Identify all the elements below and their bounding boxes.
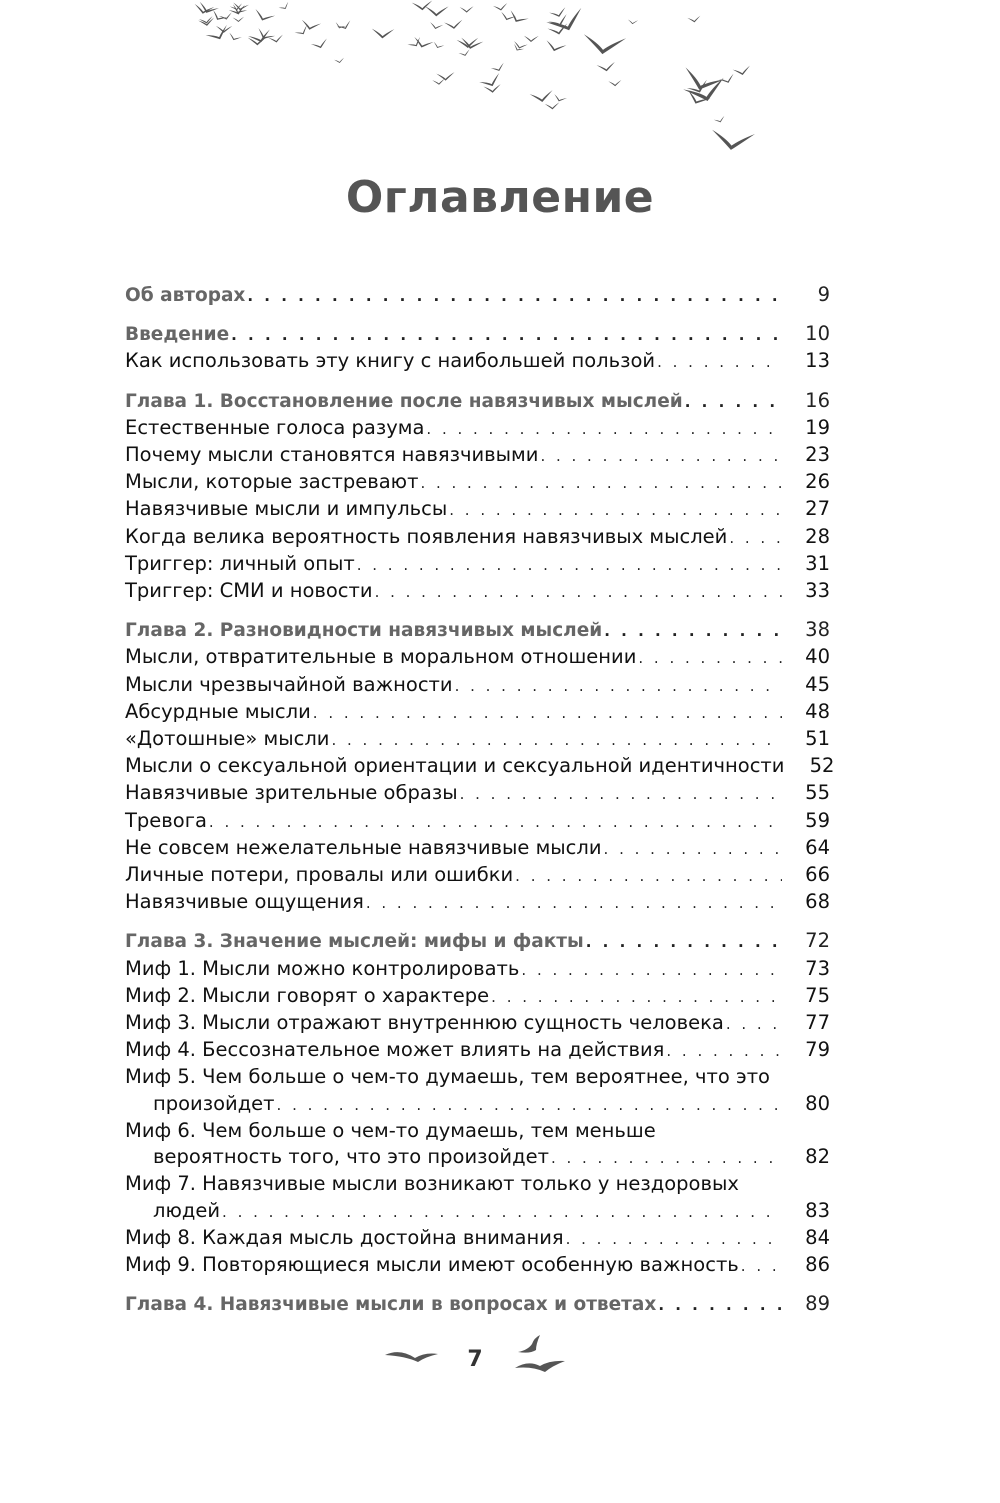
toc-entry-label: произойдет [153, 1091, 275, 1115]
toc-heading-entry [125, 388, 830, 415]
toc-entry-label: Миф 9. Повторяющиеся мысли имеют особенную важность [125, 1252, 739, 1276]
footer-birds-illustration [0, 1330, 1000, 1390]
bird-icon [444, 20, 463, 30]
dot-leader [604, 618, 782, 644]
dot-leader [209, 809, 782, 835]
toc-page-number: 45 [805, 672, 830, 696]
toc-section [125, 617, 835, 916]
toc-entry [125, 956, 830, 983]
toc-entry [125, 524, 830, 551]
toc-entry [125, 808, 830, 835]
bird-icon [337, 20, 353, 31]
bird-icon [518, 1335, 540, 1353]
bird-icon [334, 58, 345, 64]
toc-entry [125, 889, 830, 916]
toc-entry-label: Триггер: СМИ и новости [125, 579, 373, 603]
bird-icon [210, 9, 228, 24]
toc-entry-label: «Дотошные» мысли [125, 727, 330, 751]
bird-icon [479, 73, 503, 90]
toc-page-number: 27 [805, 497, 830, 521]
toc-entry [125, 415, 830, 442]
toc-entry [125, 1010, 830, 1037]
toc-page-number: 59 [805, 808, 830, 832]
bird-icon [529, 90, 553, 103]
toc-page-number: 48 [805, 699, 830, 723]
toc-entry [125, 348, 830, 375]
toc-page-number: 51 [805, 727, 830, 751]
dot-leader [313, 700, 782, 726]
dot-leader [586, 929, 782, 955]
bird-icon [371, 28, 394, 40]
toc-section [125, 321, 830, 375]
toc-entry-label: Абсурдные мысли [125, 699, 311, 723]
toc-heading-entry [125, 1291, 830, 1318]
toc-entry-label-line: Миф 5. Чем больше о чем-то думаешь, тем вероятнее, что это [125, 1065, 770, 1089]
bird-icon [608, 80, 621, 87]
toc-section [125, 388, 830, 606]
toc-page-number: 75 [805, 983, 830, 1007]
bird-icon [627, 19, 638, 25]
bird-icon [545, 102, 560, 109]
dot-leader [521, 957, 782, 983]
bird-icon [233, 17, 245, 22]
toc-entry-label: Мысли, которые застревают [125, 470, 419, 494]
bird-icon [252, 8, 275, 24]
toc-heading-entry [125, 282, 830, 309]
dot-leader [366, 890, 782, 916]
dot-leader [426, 416, 782, 442]
dot-leader [375, 579, 782, 605]
dot-leader [331, 727, 782, 753]
toc-entry [125, 496, 830, 523]
table-of-contents [125, 282, 835, 1330]
toc-page-number: 84 [805, 1225, 830, 1249]
bird-icon [680, 65, 724, 96]
bird-icon [733, 66, 752, 77]
toc-entry [125, 699, 830, 726]
toc-page-number: 77 [805, 1011, 830, 1035]
toc-page-number: 79 [805, 1038, 830, 1062]
dot-leader [247, 283, 782, 309]
bird-icon [710, 128, 755, 153]
toc-entry [125, 578, 830, 605]
dot-leader [638, 645, 782, 671]
toc-entry-label: Навязчивые ощущения [125, 890, 364, 914]
toc-entry-label: Миф 1. Мысли можно контролировать [125, 956, 520, 980]
toc-page-number: 52 [809, 754, 835, 778]
bird-icon [714, 116, 726, 124]
toc-section [125, 1291, 830, 1318]
bird-icon [458, 49, 471, 57]
dot-leader [540, 443, 782, 469]
toc-entry [125, 1037, 830, 1064]
toc-page-number: 80 [805, 1091, 830, 1115]
bird-icon [436, 72, 454, 81]
bird-icon [460, 6, 474, 12]
toc-entry-label: Навязчивые зрительные образы [125, 781, 458, 805]
toc-entry-label: Мысли, отвратительные в моральном отношении [125, 645, 637, 669]
toc-page-number: 68 [805, 890, 830, 914]
toc-entry [125, 753, 835, 780]
toc-entry-label-line: Миф 7. Навязчивые мысли возникают только у нездоровых [125, 1172, 739, 1196]
toc-entry-label: Личные потери, провалы или ошибки [125, 863, 514, 887]
toc-entry-label: Мысли чрезвычайной важности [125, 672, 453, 696]
dot-leader [551, 1145, 782, 1171]
toc-page-number: 23 [805, 443, 830, 467]
toc-entry-label: Миф 8. Каждая мысль достойна внимания [125, 1225, 564, 1249]
dot-leader [420, 470, 782, 496]
toc-entry-label: Глава 1. Восстановление после навязчивых мыслей [125, 390, 683, 412]
toc-entry-label: Об авторах [125, 285, 246, 306]
toc-page-number: 28 [805, 524, 830, 548]
toc-entry [125, 1118, 830, 1171]
bird-icon [432, 79, 445, 86]
toc-entry-label-line: Миф 6. Чем больше о чем-то думаешь, тем меньше [125, 1118, 656, 1142]
dot-leader [604, 836, 782, 862]
bird-icon [385, 1352, 438, 1362]
toc-page-number: 55 [805, 781, 830, 805]
toc-page-number: 16 [805, 388, 830, 412]
toc-section [125, 282, 830, 309]
dot-leader [729, 525, 782, 551]
toc-entry-label: Когда велика вероятность появления навязчивых мыслей [125, 524, 728, 548]
dot-leader [685, 389, 782, 415]
toc-page-number: 13 [805, 349, 830, 373]
bird-icon [268, 35, 284, 44]
bird-icon [512, 43, 524, 53]
toc-entry [125, 835, 830, 862]
toc-page-number: 66 [805, 863, 830, 887]
dot-leader [726, 1011, 782, 1037]
bird-icon [719, 74, 736, 86]
bird-icon [424, 5, 448, 17]
toc-entry [125, 1064, 830, 1117]
toc-page-number: 19 [805, 415, 830, 439]
dot-leader [741, 1253, 782, 1279]
toc-entry-label: Глава 2. Разновидности навязчивых мыслей [125, 620, 603, 642]
dot-leader [222, 1199, 782, 1225]
toc-page-number: 86 [805, 1252, 830, 1276]
toc-page-number: 72 [805, 929, 830, 953]
toc-heading-entry [125, 617, 830, 644]
dot-leader [231, 322, 782, 348]
toc-entry [125, 1225, 830, 1252]
toc-entry [125, 644, 830, 671]
toc-page-number: 9 [817, 283, 830, 306]
bird-icon [227, 32, 242, 43]
dot-leader [657, 349, 782, 375]
bird-icon [407, 37, 423, 50]
toc-page-number: 83 [805, 1198, 830, 1222]
bird-icon [219, 12, 233, 21]
toc-entry [125, 672, 830, 699]
dot-leader [666, 1038, 782, 1064]
toc-entry [125, 1171, 830, 1224]
toc-entry-label: Почему мысли становятся навязчивыми [125, 443, 539, 467]
toc-page-number: 40 [805, 645, 830, 669]
toc-entry [125, 726, 830, 753]
bird-icon [412, 36, 434, 50]
bird-icon [429, 22, 443, 31]
dot-leader [455, 673, 782, 699]
toc-heading-entry [125, 321, 830, 348]
toc-entry-label: Естественные голоса разума [125, 415, 425, 439]
bird-icon [493, 3, 508, 12]
toc-entry-label: вероятность того, что это произойдет [153, 1145, 549, 1169]
toc-page-number: 33 [805, 579, 830, 603]
bird-icon [596, 62, 615, 73]
bird-icon [432, 41, 444, 50]
bird-icon [334, 22, 346, 31]
toc-entry-label: Миф 4. Бессознательное может влиять на действия [125, 1038, 665, 1062]
bird-icon [205, 25, 231, 44]
dot-leader [449, 497, 782, 523]
toc-entry-label: Мысли о сексуальной ориентации и сексуальной идентичности [125, 754, 785, 778]
toc-section [125, 928, 830, 1279]
toc-entry [125, 442, 830, 469]
bird-icon [544, 39, 566, 54]
dot-leader [566, 1226, 782, 1252]
page-title: Оглавление [345, 172, 655, 223]
bird-icon [491, 63, 506, 74]
toc-entry [125, 1252, 830, 1279]
toc-entry-label: Как использовать эту книгу с наибольшей пользой [125, 349, 656, 373]
toc-heading-entry [125, 928, 830, 955]
bird-icon [311, 39, 329, 51]
bird-icon [687, 16, 701, 23]
bird-icon [499, 11, 516, 23]
bird-icon [193, 3, 214, 16]
toc-entry [125, 469, 830, 496]
toc-entry-label: Триггер: личный опыт [125, 551, 355, 575]
bird-icon [524, 35, 539, 42]
dot-leader [357, 552, 782, 578]
toc-page-number: 64 [805, 835, 830, 859]
toc-entry-label: Введение [125, 324, 230, 346]
toc-entry-label: людей [153, 1198, 221, 1222]
toc-page-number: 89 [805, 1292, 830, 1316]
bird-icon [230, 4, 247, 17]
dot-leader [460, 781, 782, 807]
page-number: 7 [467, 1347, 483, 1372]
bird-icon [512, 40, 527, 50]
bird-icon [553, 93, 567, 103]
bird-icon [581, 32, 626, 57]
toc-page-number: 38 [805, 618, 830, 642]
toc-page-number: 31 [805, 551, 830, 575]
dot-leader [277, 1092, 782, 1118]
toc-entry-label: Миф 2. Мысли говорят о характере [125, 983, 490, 1007]
bird-icon [300, 19, 321, 32]
dot-leader [658, 1292, 782, 1318]
bird-icon [278, 2, 290, 12]
toc-entry-label: Миф 3. Мысли отражают внутреннюю сущность человека [125, 1011, 724, 1035]
bird-icon [515, 1361, 565, 1372]
toc-entry-label: Глава 4. Навязчивые мысли в вопросах и ответах [125, 1294, 657, 1316]
flock-of-birds-illustration [0, 0, 1000, 170]
toc-page-number: 26 [805, 470, 830, 494]
toc-entry [125, 780, 830, 807]
toc-page-number: 73 [805, 956, 830, 980]
dot-leader [515, 863, 782, 889]
toc-entry-label: Тревога [125, 808, 207, 832]
dot-leader [491, 984, 782, 1010]
toc-entry-label: Навязчивые мысли и импульсы [125, 497, 448, 521]
toc-page-number: 10 [805, 322, 830, 346]
toc-entry [125, 983, 830, 1010]
toc-entry-label: Не совсем нежелательные навязчивые мысли [125, 835, 602, 859]
toc-entry [125, 862, 830, 889]
toc-entry [125, 551, 830, 578]
toc-page-number: 82 [805, 1145, 830, 1169]
toc-entry-label: Глава 3. Значение мыслей: мифы и факты [125, 931, 584, 953]
